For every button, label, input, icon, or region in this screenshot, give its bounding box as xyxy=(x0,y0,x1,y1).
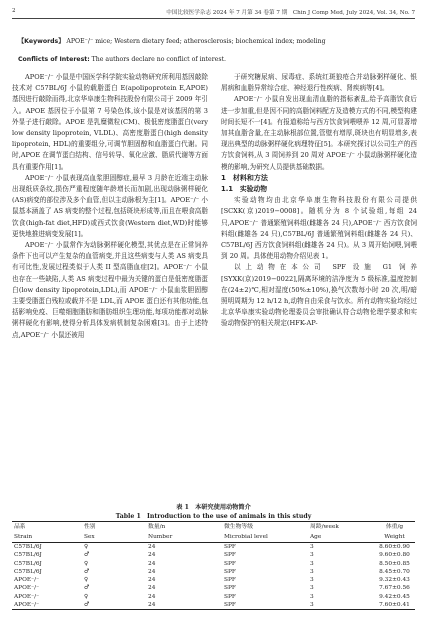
cell-age: 3 xyxy=(310,593,314,600)
table-body xyxy=(12,543,415,610)
header-strain-en: Strain xyxy=(12,533,82,543)
cell-weight: 9.32±0.43 xyxy=(379,577,410,584)
cell-weight: 7.60±0.41 xyxy=(374,601,415,610)
cell-age: 3 xyxy=(310,560,314,567)
header-sex: 性别 xyxy=(82,522,146,533)
cell-number: 24 xyxy=(148,593,156,600)
keywords-label: 【Keywords】 xyxy=(18,38,65,45)
cell-sex: ♀ xyxy=(84,593,89,600)
cell-weight: 8.45±0.70 xyxy=(379,568,410,575)
left-column xyxy=(12,72,208,341)
header-rule xyxy=(12,18,415,19)
cell-number: 24 xyxy=(146,601,222,610)
cell-microbial-level: SPF xyxy=(224,560,236,567)
cell-sex: ♀ xyxy=(84,560,89,567)
journal-title: 中国比较医学杂志 2024 年 7 月第 34 卷第 7 期 Chin J Comp Med, July 2024, Vol. 34, No. 7 xyxy=(166,10,415,16)
header-sex-en: Sex xyxy=(82,533,146,543)
table-caption-en: Table 1 Introduction to the use of animals in this study xyxy=(115,513,312,520)
cell-strain: APOE⁻/⁻ xyxy=(14,593,40,600)
table-row xyxy=(12,576,415,584)
cell-strain: APOE⁻/⁻ xyxy=(14,585,40,592)
cell-number: 24 xyxy=(148,544,156,550)
cell-age: 3 xyxy=(310,544,314,550)
paragraph: APOE⁻/⁻ 小鼠是中国医学科学院实验动物研究所利用基因敲除技术对 C57BL/6J 小鼠的载脂蛋白 E(apolipoprotein E,APOE)基因进行敲除而得,北京华阜康生物科技股份有限公司于 2009 年引入。APOE 基因位于小鼠第 7 号染色体,该小鼠是对该基因的第 3 外显子进行敲除。APOE 是乳糜微粒(CM)、极低密度脂蛋白(very low density lipoprotein, VLDL)、高密度脂蛋白(high density lipoprotein, HDL)的重要组分,可调节胆固醇和血脂蛋白代谢。同时,APOE 在调节蛋白结构、信号转导、氧化应激、脂质代谢等方面具有重要作用[1]。 xyxy=(12,73,208,171)
cell-weight: 8.50±0.85 xyxy=(379,560,410,567)
cell-age: 3 xyxy=(310,585,314,592)
cell-number: 24 xyxy=(148,560,156,567)
cell-microbial-level: SPF xyxy=(224,585,236,592)
paragraph: APOE⁻/⁻ 小鼠自发出现血清血脂的指标紊乱,给予高脂饮食后进一步加重,但是因不同的高脂饲料配方及造模方式的不同,模型构建时间长短不一[4]。有报道称给与西方饮食饲喂喂养 12 周,可显著增加其血脂含量,在主动脉根部位置,管壁有增厚,斑块也有明显增多,表现出典型的动脉粥样硬化病理特征[5]。本研究探讨以公司生产的西方饮食饲料,从 3 周饲养到 20 周对 APOE⁻/⁻ 小鼠动脉粥样硬化造模的影响,为研究人员提供基础数据。 xyxy=(221,95,417,171)
table-row xyxy=(12,601,415,610)
table-row xyxy=(12,568,415,576)
paragraph: 实验动物均由北京华阜康生物科技股份有限公司提供[SCXK(京)2019−0008]。随机分为 8 个试验组,每组 24 只,APOE⁻/⁻ 普通繁殖饲料组(雌雄各 24 只),APOE⁻/⁻ 西方饮食饲料组(雌雄各 24 只),C57BL/6J 普通繁殖饲料组(雌雄各 24 只)、C57BL/6J 西方饮食饲料组(雌雄各 24 只)。从 3 周开始饲喂,饲喂到 20 周。具体使用动物介绍见表 1。 xyxy=(221,196,417,261)
table-row xyxy=(12,560,415,568)
table-row xyxy=(12,543,415,552)
cell-microbial-level: SPF xyxy=(224,568,236,575)
cell-sex: ♀ xyxy=(84,544,89,550)
cell-number: 24 xyxy=(148,552,156,559)
cell-number: 24 xyxy=(148,568,156,575)
cell-strain: APOE⁻/⁻ xyxy=(12,601,82,610)
cell-sex: ♀ xyxy=(84,577,89,584)
cell-number: 24 xyxy=(148,585,156,592)
header-number: 数量/n xyxy=(146,522,222,533)
cell-sex: ♂ xyxy=(84,552,90,559)
cell-strain: C57BL/6J xyxy=(14,544,42,550)
header-age: 周龄/week xyxy=(308,522,374,533)
cell-weight: 9.42±0.45 xyxy=(379,593,410,600)
cell-microbial-level: SPF xyxy=(222,601,308,610)
cell-sex: ♂ xyxy=(84,585,90,592)
right-column xyxy=(221,72,417,330)
header-strain: 品系 xyxy=(12,522,82,533)
header-age-en: Age xyxy=(308,533,374,543)
paragraph: APOE⁻/⁻ 小鼠常作为动脉粥样硬化模型,其优点是在正常饲养条件下也可以产生复杂的血管病变,并且这些病变与人类 AS 病变具有可比性,发展过程类似于人类 II 型高脂血症[2]。APOE⁻/⁻ 小鼠也存在一些缺陷,人类 AS 病变过程中最为关键的蛋白是低密度脂蛋白(low density lipoprotein,LDL),而 APOE⁻/⁻ 小鼠血浆胆固醇主要受脂蛋白残粒或载并不是 LDL,而 APOE 蛋白还有其他功能,包括影响免疫、巨噬细胞脂肪和脂肪组织生理功能,每项功能都对动脉粥样硬化有影响,使得分析具体发病机制复杂困难[3]。由于上述特点,APOE⁻/⁻ 小鼠还被用 xyxy=(12,241,208,339)
cell-sex: ♂ xyxy=(84,568,90,575)
paragraph: 于研究糖尿病、尿毒症、系统红斑狼疮合并动脉粥样硬化、银屑病和血脂异常综合症、神经退行性疾病、肾疾病等[4]。 xyxy=(221,73,417,93)
conflicts-label: Conflicts of Interest: xyxy=(18,56,90,63)
header-weight: 体重/g xyxy=(374,522,415,533)
cell-microbial-level: SPF xyxy=(224,552,236,559)
cell-age: 3 xyxy=(310,552,314,559)
cell-weight: 8.60±0.90 xyxy=(379,544,410,550)
cell-age: 3 xyxy=(310,577,314,584)
paragraph: APOE⁻/⁻ 小鼠表现高血浆胆固醇症,最早 3 月龄在近端主动脉出现纸质条纹,损伤严重程度随年龄增长而加剧,出现动脉粥样硬化(AS)病变的部位涉及多个血管,但以主动脉根为主[1]。APOE⁻/⁻ 小鼠基本涵盖了 AS 病变的整个过程,包括斑块形成等,而且在喂食高脂饮食(high-fat diet,HFD)或西式饮食(Western diet,WD)时能够更快地推进病变发展[1]。 xyxy=(12,173,208,238)
animals-table xyxy=(12,521,415,610)
cell-strain: C57BL/6J xyxy=(14,552,42,559)
table-header-row-cn xyxy=(12,522,415,533)
cell-strain: C57BL/6J xyxy=(14,568,42,575)
cell-weight: 7.67±0.56 xyxy=(379,585,410,592)
cell-weight: 9.60±0.80 xyxy=(379,552,410,559)
cell-microbial-level: SPF xyxy=(224,544,236,550)
keywords xyxy=(18,37,409,47)
table-caption-cn: 表 1 本研究使用动物简介 xyxy=(176,504,251,511)
header-number-en: Number xyxy=(146,533,222,543)
cell-strain: APOE⁻/⁻ xyxy=(14,577,40,584)
cell-strain: C57BL/6J xyxy=(14,560,42,567)
paragraph: 以上动物在本公司 SPF 设施 G1 饲养[SYXK(京)2019−0022],隔离环境的洁净度为 5 级标准,温度控制在(24±2)℃,相对湿度(50%±10%),换气次数每小时 20 次,明/暗照明周期为 12 h/12 h,动物自由采食与饮水。所有动物实验均经过北京华阜康实验动物伦理委员会审批确认符合动物伦理学要求和实验动物保护的相关规定(HFK-AP- xyxy=(221,263,417,328)
cell-microbial-level: SPF xyxy=(224,577,236,584)
section-heading: 1 材料和方法 xyxy=(221,173,268,182)
cell-microbial-level: SPF xyxy=(224,593,236,600)
conflicts-of-interest xyxy=(18,55,409,65)
header-microbial-level-en: Microbial level xyxy=(222,533,308,543)
subsection-heading: 1.1 实验动物 xyxy=(221,185,268,194)
header-weight-en: Weight xyxy=(374,533,415,543)
table-row xyxy=(12,584,415,592)
header-microbial-level: 微生物等级 xyxy=(222,522,308,533)
cell-number: 24 xyxy=(148,577,156,584)
table-header-row-en xyxy=(12,533,415,543)
table-row xyxy=(12,551,415,559)
page-number: 2 xyxy=(12,8,16,14)
cell-sex: ♂ xyxy=(82,601,146,610)
keywords-text: APOE⁻/⁻ mice; Western dietary feed; atherosclerosis; biochemical index; modeling xyxy=(66,38,326,45)
cell-age: 3 xyxy=(308,601,374,610)
conflicts-text: The authors declare no conflict of interest. xyxy=(91,56,226,63)
table-row xyxy=(12,593,415,601)
cell-age: 3 xyxy=(310,568,314,575)
